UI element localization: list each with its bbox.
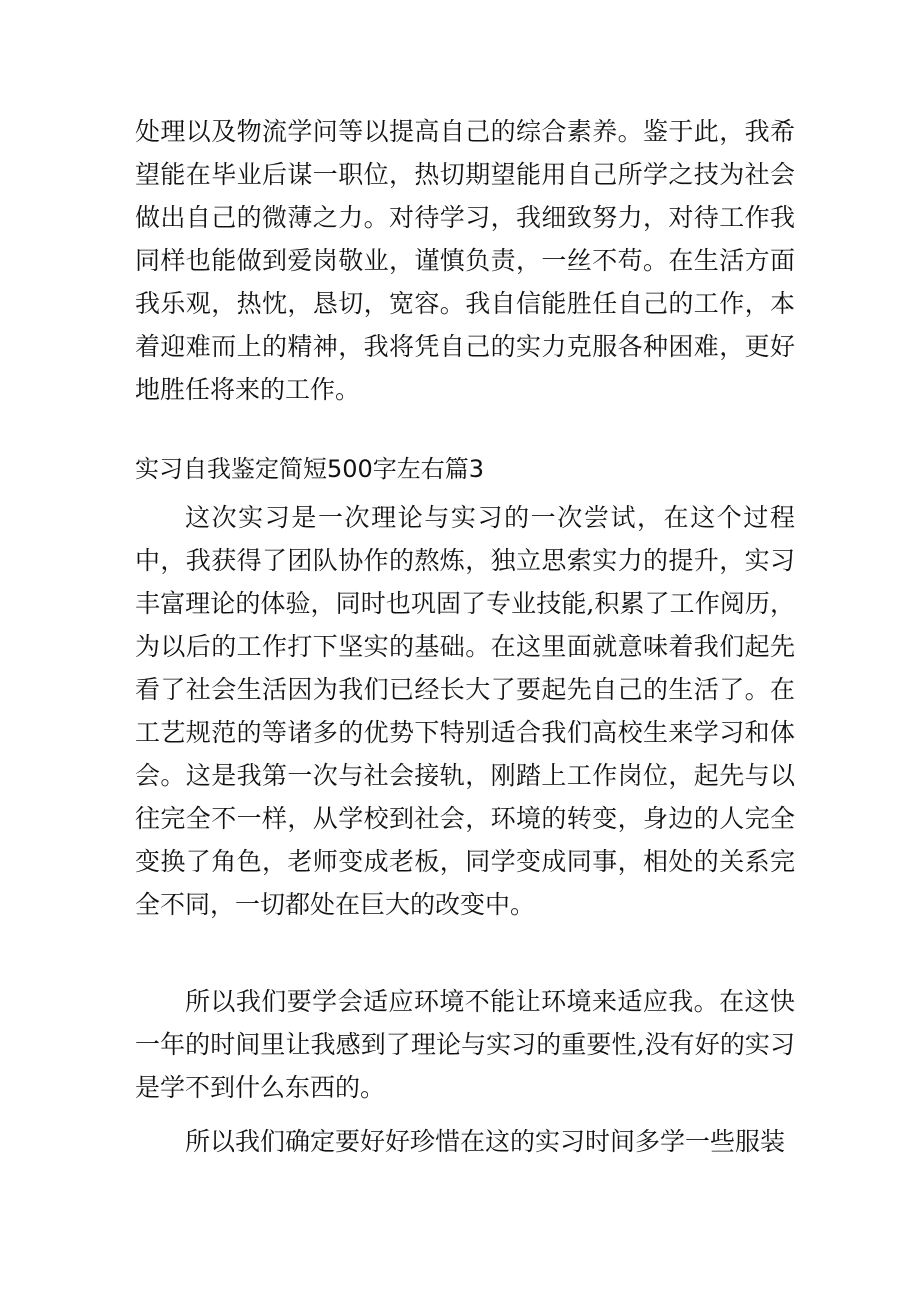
body-paragraph-2: 这次实习是一次理论与实习的一次尝试，在这个过程中，我获得了团队协作的熬炼，独立思索实力的提升，实习丰富理论的体验，同时也巩固了专业技能,积累了工作阅历，为以后的工作打下坚实的基础。在这里面就意味着我们起先看了社会生活因为我们已经长大了要起先自己的生活了。在工艺规范的等诸多的优势下特别适合我们高校生来学习和体会。这是我第一次与社会接轨，刚踏上工作岗位，起先与以往完全不一样，从学校到社会，环境的转变，身边的人完全变换了角色，老师变成老板，同学变成同事，相处的关系完全不同，一切都处在巨大的改变中。	[135, 503, 795, 919]
body-paragraph-4: 所以我们确定要好好珍惜在这的实习时间多学一些服装	[185, 1127, 786, 1156]
section-heading: 实习自我鉴定简短500字左右篇3	[135, 455, 485, 483]
body-paragraph-1: 处理以及物流学问等以提高自己的综合素养。鉴于此，我希望能在毕业后谋一职位，热切期望能用自己所学之技为社会做出自己的微薄之力。对待学习，我细致努力，对待工作我同样也能做到爱岗敬业，谨慎负责，一丝不苟。在生活方面我乐观，热忱，恳切，宽容。我自信能胜任自己的工作，本着迎难而上的精神，我将凭自己的实力克服各种困难，更好地胜任将来的工作。	[135, 117, 795, 404]
body-paragraph-3: 所以我们要学会适应环境不能让环境来适应我。在这快一年的时间里让我感到了理论与实习的重要性,没有好的实习是学不到什么东西的。	[135, 987, 795, 1102]
